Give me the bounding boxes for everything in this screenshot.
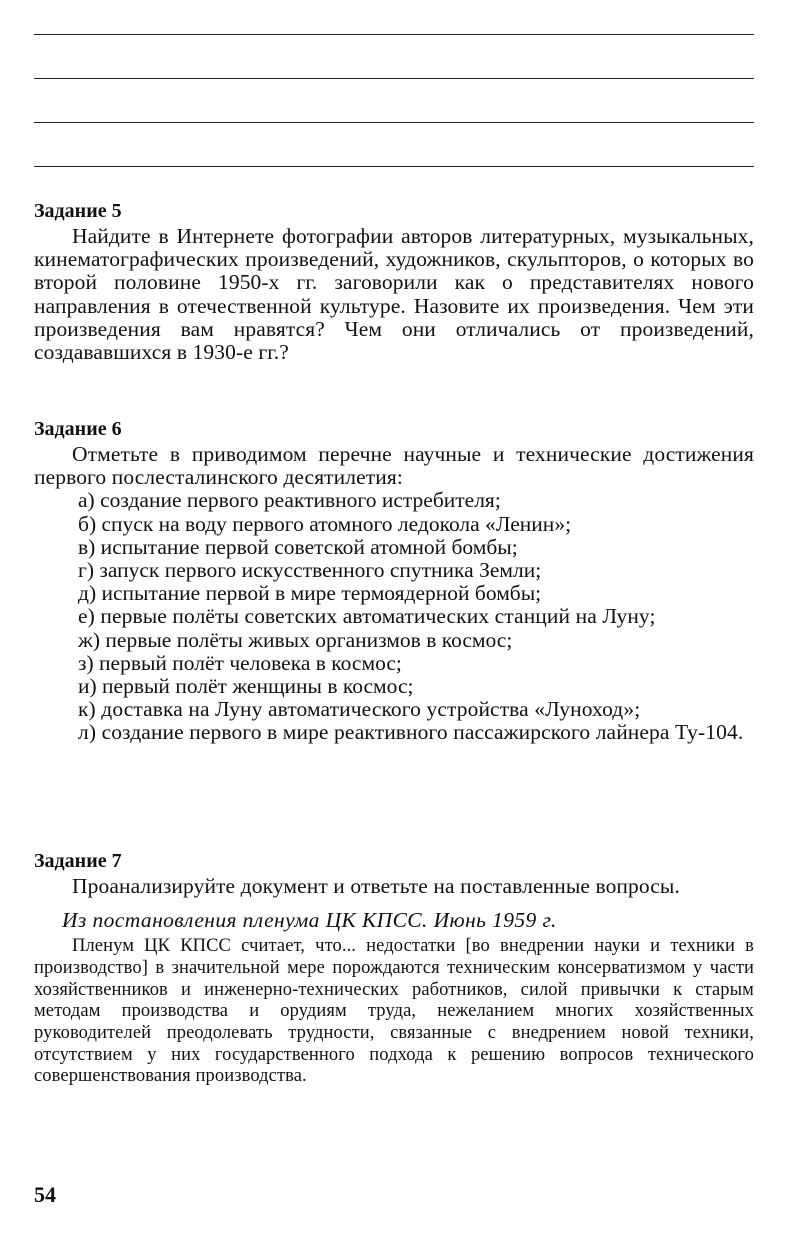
list-item: к) доставка на Луну автоматического устройства «Луноход»; — [78, 697, 641, 722]
document-text: Пленум ЦК КПСС считает, что... недостатки [во внедрении науки и техники в производство] в значительной мере порождаются техническим консерватизмом у части хозяйственников и инженерно-технических работников, силой привычки к старым методам производства и орудиям труда, нежеланием многих хозяйственных руководителей преодолевать трудности, связанные с внедрением новой техники, отсутствием у них государственного подхода к решению вопросов технического совершенствования производства. — [34, 936, 754, 1087]
list-item: и) первый полёт женщины в космос; — [78, 674, 414, 699]
answer-line — [34, 122, 754, 123]
task-6-heading: Задание 6 — [34, 418, 122, 440]
task-7-heading: Задание 7 — [34, 850, 122, 872]
answer-line — [34, 34, 754, 35]
task-5-heading: Задание 5 — [34, 200, 122, 222]
list-item: б) спуск на воду первого атомного ледокола «Ленин»; — [78, 511, 572, 536]
task-6-intro: Отметьте в приводимом перечне научные и технические достижения первого послесталинского десятилетия: — [34, 442, 754, 490]
list-item: ж) первые полёты живых организмов в космос; — [78, 627, 513, 652]
task-5-text: Найдите в Интернете фотографии авторов литературных, музыкальных, кинематографических произведений, художников, скульпторов, о которых во второй половине 1950-х гг. заговорили как о представителях нового направления в отечественной культуре. Назовите их произведения. Чем эти произведения вам нравятся? Чем они отличались от произведений, создававшихся в 1930-е гг.? — [34, 224, 754, 365]
task-7-intro: Проанализируйте документ и ответьте на поставленные вопросы. — [72, 874, 680, 898]
list-item: е) первые полёты советских автоматических станций на Луну; — [78, 604, 656, 629]
list-item: з) первый полёт человека в космос; — [78, 650, 402, 675]
list-item: в) испытание первой советской атомной бомбы; — [78, 534, 518, 559]
achievements-list — [34, 489, 754, 744]
answer-line — [34, 78, 754, 79]
page-number: 54 — [34, 1182, 56, 1207]
list-item: а) создание первого реактивного истребителя; — [78, 488, 501, 513]
document-title: Из постановления пленума ЦК КПСС. Июнь 1959 г. — [62, 908, 557, 933]
list-item: г) запуск первого искусственного спутника Земли; — [78, 558, 542, 583]
task-6 — [34, 417, 754, 745]
task-5 — [34, 199, 754, 364]
list-item: д) испытание первой в мире термоядерной бомбы; — [78, 581, 542, 606]
answer-line — [34, 166, 754, 167]
list-item: л) создание первого в мире реактивного пассажирского лайнера Ту-104. — [78, 720, 744, 745]
task-7 — [34, 849, 754, 1088]
